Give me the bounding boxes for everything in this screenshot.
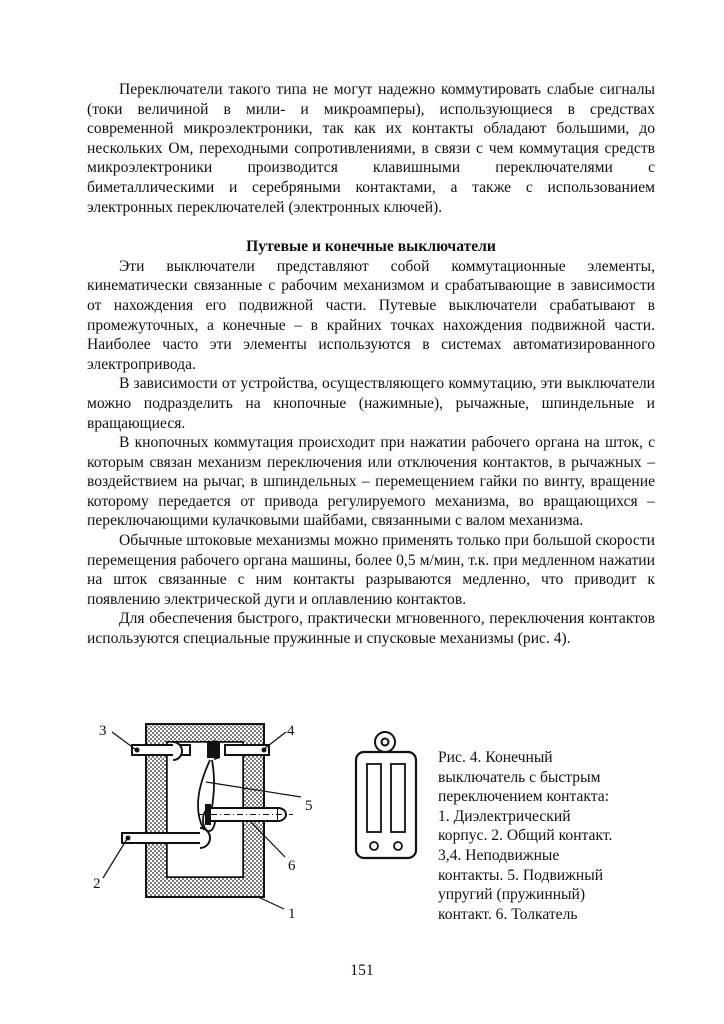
paragraph-5: Для обеспечения быстрого, практически мгновенного, переключения контактов используются специальные пружинные и спусковые механизмы (рис. 4). <box>87 610 655 648</box>
figure-label-4: 4 <box>287 723 295 739</box>
caption-line: упругий (пружинный) <box>438 886 586 904</box>
caption-line: контакт. 6. Толкатель <box>438 905 578 923</box>
paragraph-2: В зависимости от устройства, осуществляющего коммутацию, эти выключатели можно подразделить на кнопочные (нажимные), рычажные, шпиндельные и вращающиеся. <box>87 375 655 432</box>
paragraph-3: В кнопочных коммутация происходит при нажатии рабочего органа на шток, с которым связан механизм переключения или отключения контактов, в рычажных – воздействием на рычаг, в шпиндельных – перемещением гайки по винту, вращение которому передается от привода регулируемого механизма, во вращающихся – переключающими кулачковыми шайбами, связанными с валом механизма. <box>87 434 655 530</box>
figure-label-5: 5 <box>305 798 313 814</box>
paragraph-1: Эти выключатели представляют собой коммутационные элементы, кинематически связанные с рабочим механизмом и срабатывающие в зависимости от нахождения его подвижной части. Путевые выключатели срабатывают в промежуточных, а конечные – в крайних точках нахождения подвижной части. Наиболее часто эти элементы используются в системах автоматизированного электропривода. <box>87 257 655 373</box>
figure-caption <box>438 748 640 924</box>
body-text <box>87 80 655 649</box>
figure-label-2: 2 <box>93 876 101 892</box>
caption-line: Рис. 4. Конечный <box>438 749 553 766</box>
page-number: 151 <box>350 962 374 979</box>
paragraph-intro: Переключатели такого типа не могут надежно коммутировать слабые сигналы (токи величиной в мили- и микроамперы), использующиеся в средствах современной микроэлектроники, так как их контакты обладают большими, до нескольких Ом, переходными сопротивлениями, в связи с чем коммутация средств микроэлектроники производится клавишными переключателями с биметаллическими и серебряными контактами, а также с использованием электронных переключателей (электронных ключей). <box>87 81 655 216</box>
caption-line: выключатель с быстрым <box>438 768 601 786</box>
figure-label-6: 6 <box>288 858 296 874</box>
section-title: Путевые и конечные выключатели <box>246 238 496 256</box>
caption-line: корпус. 2. Общий контакт. <box>438 827 613 845</box>
switch-external-view <box>356 732 416 858</box>
figure-label-3: 3 <box>99 723 107 739</box>
limit-switch-figure <box>88 712 433 934</box>
caption-line: 3,4. Неподвижные <box>438 846 560 864</box>
figure-label-1: 1 <box>288 906 296 922</box>
caption-line: переключением контакта: <box>438 788 610 806</box>
pusher-6 <box>198 804 293 825</box>
caption-line: контакты. 5. Подвижный <box>438 866 604 884</box>
paragraph-4: Обычные штоковые механизмы можно применять только при большой скорости перемещения рабочего органа машины, более 0,5 м/мин, т.к. при медленном нажатии на шток связанные с ним контакты разрываются медленно, что приводит к появлению электрической дуги и оплавлению контактов. <box>87 532 655 608</box>
caption-line: 1. Диэлектрический <box>438 807 571 825</box>
